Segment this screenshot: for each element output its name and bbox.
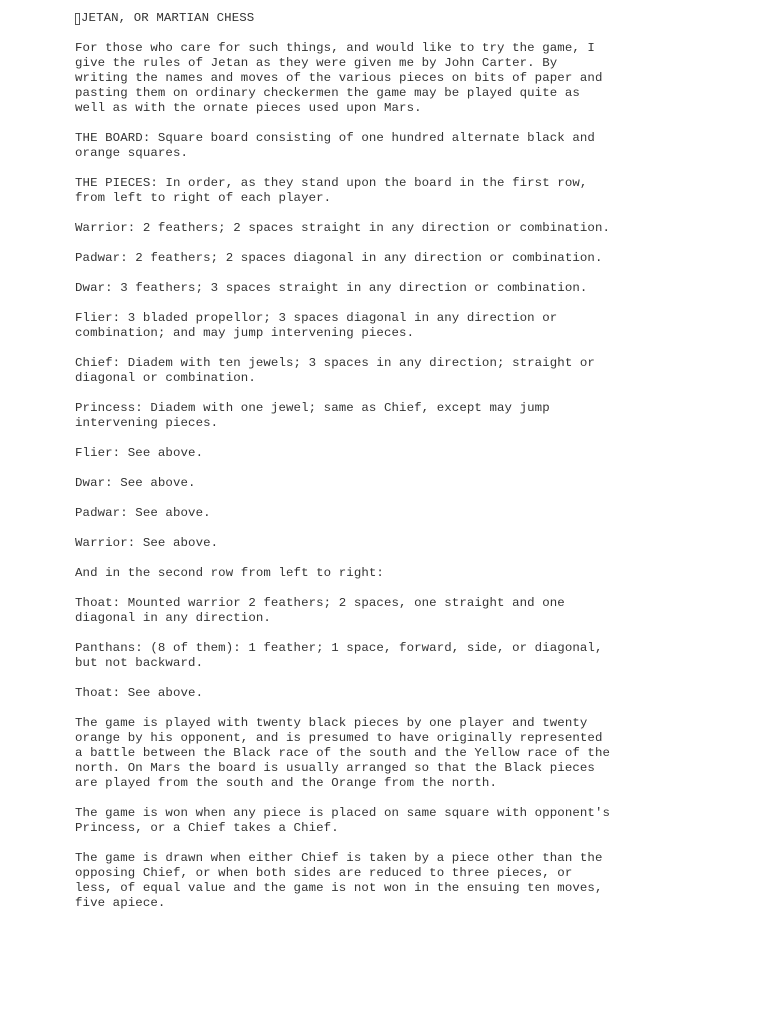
paragraph-game-drawn: The game is drawn when either Chief is taken by a piece other than the opposing Chief, or when both sides are reduced to three pieces, or less, of equal value and the game is not won in the ensuing ten moves, five apiece. xyxy=(75,851,603,910)
paragraph-chief: Chief: Diadem with ten jewels; 3 spaces in any direction; straight or diagonal or combination. xyxy=(75,356,595,385)
paragraph-thoat-see-above: Thoat: See above. xyxy=(75,686,204,700)
paragraph-pieces: THE PIECES: In order, as they stand upon the board in the first row, from left to right of each player. xyxy=(75,176,588,205)
document-title: JETAN, OR MARTIAN CHESS xyxy=(81,11,255,25)
paragraph-padwar: Padwar: 2 feathers; 2 spaces diagonal in any direction or combination. xyxy=(75,251,603,265)
missing-glyph-icon xyxy=(75,13,80,25)
paragraph-warrior-see-above: Warrior: See above. xyxy=(75,536,219,550)
paragraph-board: THE BOARD: Square board consisting of one hundred alternate black and orange squares. xyxy=(75,131,595,160)
paragraph-panthans: Panthans: (8 of them): 1 feather; 1 space, forward, side, or diagonal, but not backward. xyxy=(75,641,603,670)
paragraph-thoat: Thoat: Mounted warrior 2 feathers; 2 spaces, one straight and one diagonal in any direction. xyxy=(75,596,565,625)
paragraph-second-row: And in the second row from left to right: xyxy=(75,566,384,580)
paragraph-flier: Flier: 3 bladed propellor; 3 spaces diagonal in any direction or combination; and may jump intervening pieces. xyxy=(75,311,558,340)
paragraph-princess: Princess: Diadem with one jewel; same as Chief, except may jump intervening pieces. xyxy=(75,401,550,430)
paragraph-intro: For those who care for such things, and would like to try the game, I give the rules of Jetan as they were given me by John Carter. By writing the names and moves of the various pieces on bits of paper and pasting them on ordinary checkermen the game may be played quite as well as with the ornate pieces used upon Mars. xyxy=(75,41,603,115)
paragraph-warrior: Warrior: 2 feathers; 2 spaces straight in any direction or combination. xyxy=(75,221,611,235)
paragraph-dwar: Dwar: 3 feathers; 3 spaces straight in any direction or combination. xyxy=(75,281,588,295)
paragraph-flier-see-above: Flier: See above. xyxy=(75,446,204,460)
paragraph-game-played: The game is played with twenty black pieces by one player and twenty orange by his opponent, and is presumed to have originally represented a battle between the Black race of the south and the Yellow race of the north. On Mars the board is usually arranged so that the Black pieces are played from the south and the Orange from the north. xyxy=(75,716,611,790)
paragraph-padwar-see-above: Padwar: See above. xyxy=(75,506,211,520)
document-page xyxy=(75,11,735,926)
document-title-line xyxy=(75,11,735,26)
paragraph-game-won: The game is won when any piece is placed on same square with opponent's Princess, or a Chief takes a Chief. xyxy=(75,806,611,835)
paragraph-dwar-see-above: Dwar: See above. xyxy=(75,476,196,490)
